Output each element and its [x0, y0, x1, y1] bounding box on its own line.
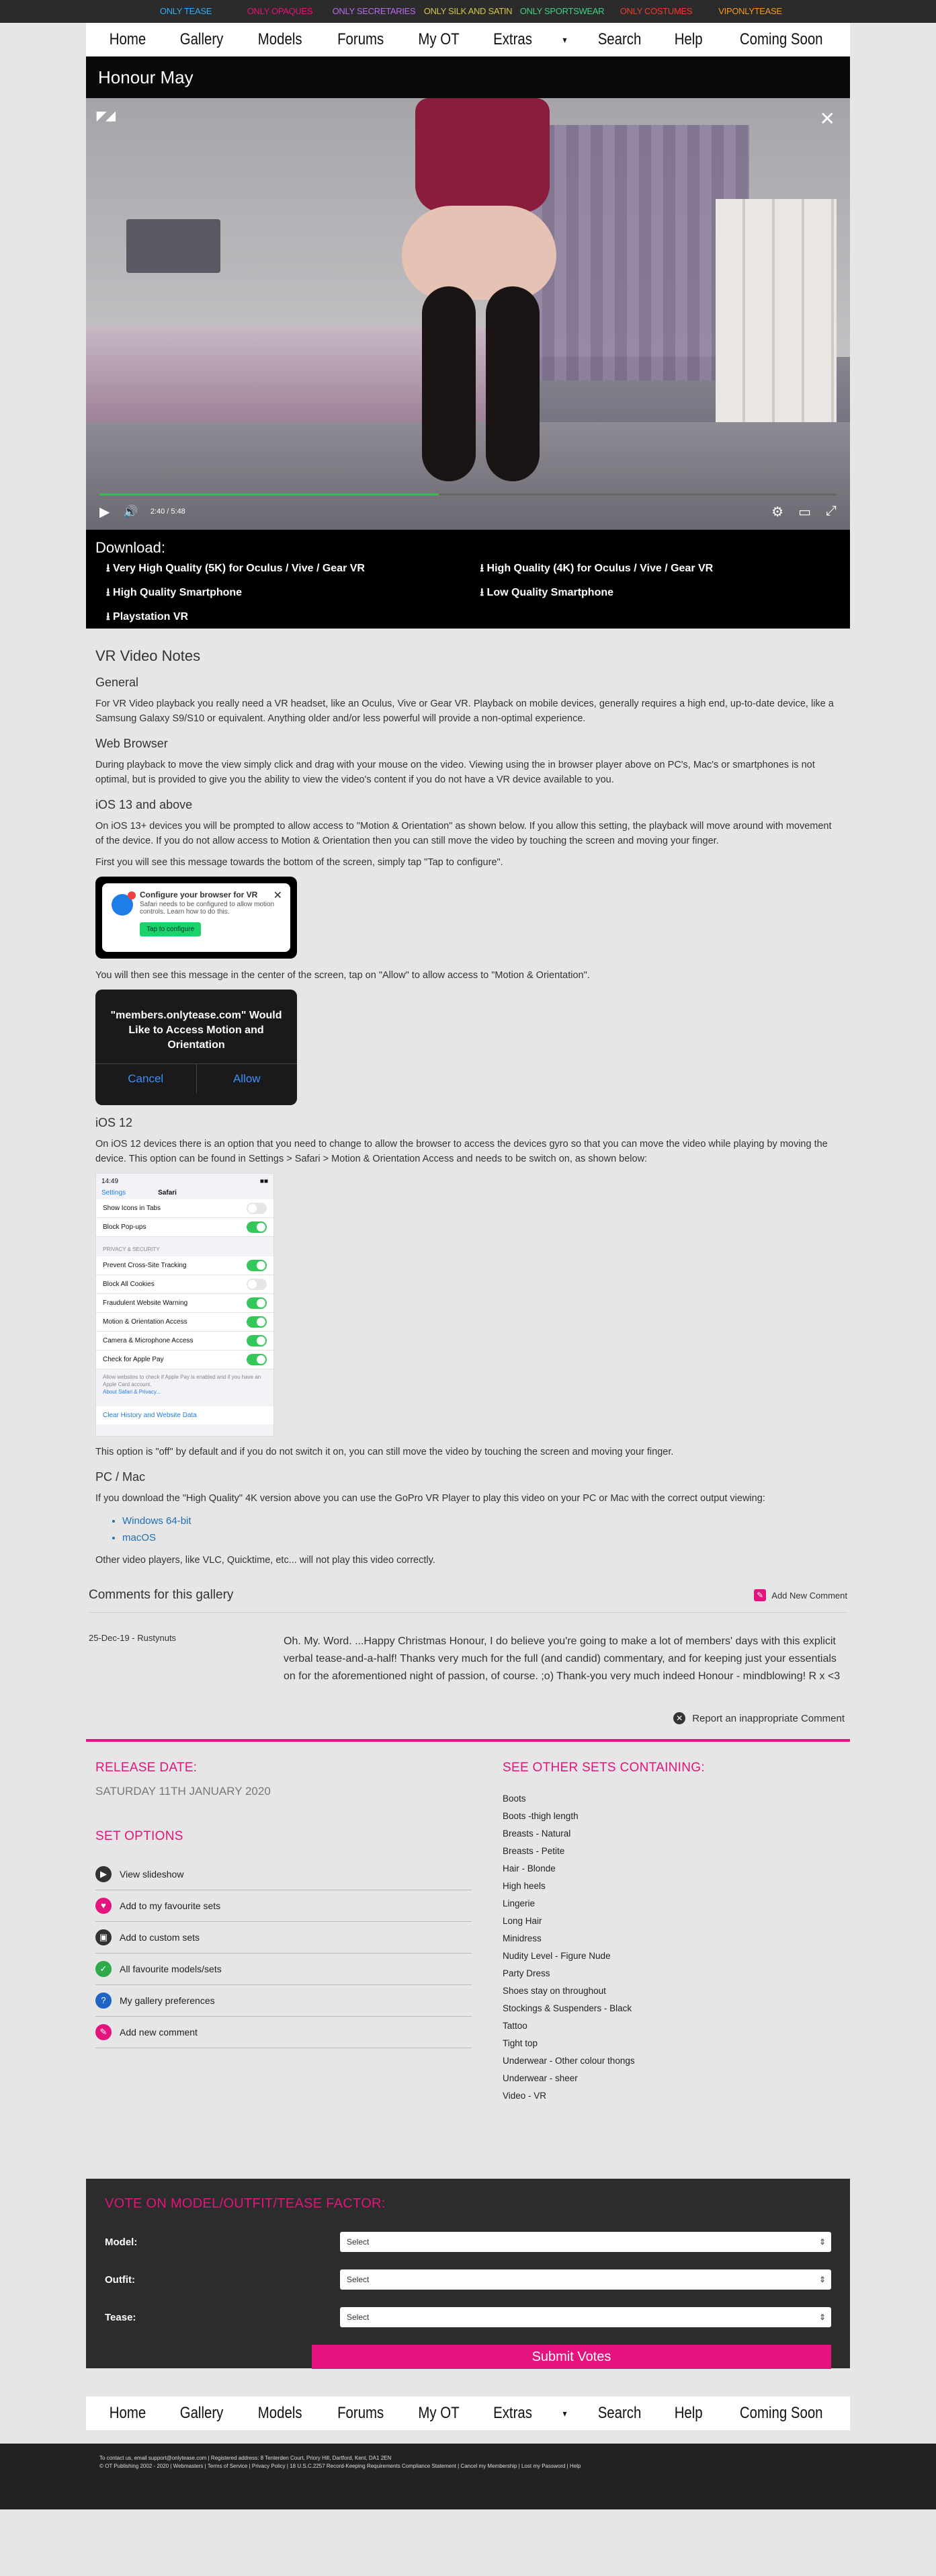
network-link[interactable]: ONLY SILK AND SATIN [423, 6, 513, 16]
comments-section [86, 1574, 850, 1739]
set-option[interactable] [95, 1985, 472, 2017]
vote-row [105, 2269, 831, 2290]
settings-row [96, 1218, 273, 1237]
model-hip [402, 206, 556, 300]
vote-title: VOTE ON MODEL/OUTFIT/TEASE FACTOR: [105, 2196, 386, 2211]
comment-text: Oh. My. Word. ...Happy Christmas Honour, I do believe you're going to make a lot of members' days with this explicit verbal tease-and-a-half! Thanks very much for the full (and candid) commentary, and for keeping just your essentials on for the aforementioned night of passion, of course. ;o) Thank-you very much indeed Honour - mindblowing! R x <3 [284, 1636, 841, 1682]
close-circle-icon: ✕ [673, 1712, 685, 1724]
status-time: 14:49 [101, 1178, 119, 1185]
settings-back: Settings [101, 1189, 126, 1197]
settings-row [96, 1313, 273, 1332]
pencil-icon: ✎ [754, 1589, 766, 1601]
nav-item-forums[interactable]: Forums [337, 2404, 384, 2422]
nav-item-forums[interactable]: Forums [337, 30, 384, 48]
download-link-label: Playstation VR [113, 611, 189, 622]
settings-row [96, 1294, 273, 1313]
settings-row-label: Fraudulent Website Warning [103, 1299, 188, 1307]
download-link-label: Low Quality Smartphone [486, 587, 614, 598]
fullscreen-icon[interactable]: ⤢ [826, 503, 837, 518]
settings-note-link: About Safari & Privacy... [103, 1389, 161, 1395]
set-option-icon: ▶ [95, 1866, 112, 1882]
download-heading: Download: [95, 539, 165, 556]
settings-row-label: Check for Apple Pay [103, 1356, 164, 1363]
nav-item-help[interactable]: Help [674, 2404, 703, 2422]
ios13-text: On iOS 13+ devices you will be prompted to allow access to "Motion & Orientation" as shown below. If you allow this setting, the playback will move around with movement of the device. If you do not allow access to Motion & Orientation then you can still move the video by touching the screen and moving your finger. [95, 821, 832, 846]
settings-row-label: Prevent Cross-Site Tracking [103, 1262, 187, 1269]
comment-author: 25-Dec-19 - Rustynuts [89, 1633, 177, 1643]
volume-icon[interactable]: 🔊 [123, 504, 138, 518]
seek-bar-fill [99, 493, 439, 495]
ios-settings-screenshot [95, 1173, 274, 1437]
release-label: RELEASE DATE: [95, 1761, 198, 1775]
other-sets-label: SEE OTHER SETS CONTAINING: [503, 1761, 705, 1775]
video-frame-lamp [126, 219, 220, 273]
tag-link[interactable]: Party Dress [503, 1968, 550, 1978]
set-option-label: View slideshow [120, 1869, 184, 1880]
nav-item-gallery[interactable]: Gallery [179, 30, 224, 48]
tag-link[interactable]: Breasts - Petite [503, 1846, 565, 1856]
settings-note: Allow websites to check if Apple Pay is enabled and if you have an Apple Card account. [103, 1374, 261, 1387]
comments-title: Comments for this gallery [89, 1588, 234, 1602]
nav-item-home[interactable]: Home [109, 30, 146, 48]
set-option-icon: ✎ [95, 2024, 112, 2040]
ios12-text: On iOS 12 devices there is an option that you need to change to allow the browser to access the devices gyro so that you can move the video while playing by moving the device. This option can be found in Settings > Safari > Motion & Orientation Access and needs to be switch on, as shown below: [95, 1139, 828, 1164]
download-link[interactable] [480, 561, 841, 579]
nav-item-help[interactable]: Help [674, 30, 703, 48]
pc-text: If you download the "High Quality" 4K version above you can use the GoPro VR Player to play this video on your PC or Mac with the correct output viewing: [95, 1493, 765, 1504]
toggle [247, 1335, 267, 1346]
model-leg [422, 286, 476, 481]
settings-row-label: Show Icons in Tabs [103, 1205, 161, 1212]
network-link[interactable]: VIPONLYTEASE [718, 6, 782, 16]
seek-bar[interactable] [99, 493, 837, 495]
download-icon: ⭳ [106, 563, 114, 574]
settings-title: Safari [158, 1189, 177, 1197]
settings-row-label: Camera & Microphone Access [103, 1337, 194, 1344]
nav-item-search[interactable]: Search [597, 2404, 642, 2422]
vr-video-player[interactable] [86, 98, 850, 530]
model-top [415, 98, 550, 212]
nav-item-gallery[interactable]: Gallery [179, 2404, 224, 2422]
vote-label: Model: [105, 2236, 138, 2248]
settings-row [96, 1275, 273, 1294]
player-logo-icon: ◤◢ [97, 109, 116, 122]
tag-link[interactable]: Underwear - Other colour thongs [503, 2056, 635, 2066]
download-player-link[interactable]: • macOS [122, 1529, 841, 1546]
settings-row [96, 1199, 273, 1218]
ios-configure-screenshot [95, 877, 297, 959]
tag-link[interactable]: Video - VR [503, 2091, 547, 2101]
toggle [247, 1354, 267, 1365]
vr-headset-icon[interactable]: ▭ [798, 504, 811, 520]
vote-row [105, 2232, 831, 2252]
compass-icon [112, 894, 133, 916]
settings-section: PRIVACY & SECURITY [103, 1246, 160, 1252]
download-link-label: High Quality (4K) for Oculus / Vive / Gear VR [486, 563, 714, 574]
nav-item-models[interactable]: Models [257, 30, 302, 48]
tag-link[interactable]: Stockings & Suspenders - Black [503, 2003, 632, 2013]
vote-row [105, 2307, 831, 2327]
settings-row-label: Block Pop-ups [103, 1223, 146, 1231]
nav-item-models[interactable]: Models [257, 2404, 302, 2422]
add-comment-link[interactable] [754, 1589, 847, 1601]
nav-item-extras[interactable]: Extras [493, 30, 532, 48]
model-leg [486, 286, 540, 481]
settings-row [96, 1256, 273, 1275]
card-message: "members.onlytease.com" Would Like to Access Motion and Orientation [110, 1010, 282, 1051]
toggle [247, 1297, 267, 1309]
vote-select[interactable]: Select ⇕ [340, 2307, 831, 2327]
chevron-down-icon: ▾ [562, 2407, 567, 2419]
toggle [247, 1316, 267, 1328]
tap-to-configure-button: Tap to configure [140, 922, 201, 936]
web-text: During playback to move the view simply click and drag with your mouse on the video. Viewing using the in browser player above on PC's, Mac's or smartphones is not optimal, but is provided to give you the ability to view the video's content if you do not have a VR device available to you. [95, 760, 815, 785]
gear-icon[interactable]: ⚙ [771, 504, 784, 520]
release-date: SATURDAY 11TH JANUARY 2020 [95, 1785, 271, 1798]
ios12-text-2: This option is "off" by default and if you do not switch it on, you can still move the video by touching the screen and moving your finger. [95, 1447, 674, 1457]
nav-item-home[interactable]: Home [109, 2404, 146, 2422]
nav-item-my-ot[interactable]: My OT [418, 2404, 460, 2422]
web-heading: Web Browser [95, 737, 168, 750]
tag-link[interactable]: Shoes stay on throughout [503, 1986, 606, 1996]
allow-button: Allow [196, 1064, 298, 1094]
card-text: Safari needs to be configured to allow motion controls. Learn how to do this. [140, 901, 275, 916]
add-comment-label: Add New Comment [771, 1590, 847, 1601]
set-option[interactable] [95, 1922, 472, 1954]
set-options-label: SET OPTIONS [95, 1829, 183, 1843]
network-bar [0, 0, 936, 23]
submit-votes-button[interactable]: Submit Votes [312, 2345, 831, 2369]
network-link[interactable]: ONLY COSTUMES [620, 6, 693, 16]
set-option[interactable] [95, 1890, 472, 1922]
ios-allow-screenshot [95, 990, 297, 1105]
tag-link[interactable]: Underwear - sheer [503, 2073, 578, 2083]
pc-text-2: Other video players, like VLC, Quicktime, etc... will not play this video correctly. [95, 1555, 435, 1566]
tag-link[interactable]: Lingerie [503, 1898, 536, 1908]
play-icon[interactable]: ▶ [99, 504, 110, 520]
report-comment-link[interactable] [89, 1685, 847, 1739]
network-link[interactable]: ONLY OPAQUES [247, 6, 313, 16]
video-frame-screen [716, 199, 837, 441]
player-controls [86, 489, 850, 530]
tag-link[interactable]: Tight top [503, 2038, 538, 2048]
set-option-icon: ▣ [95, 1929, 112, 1945]
download-icon: ⭳ [480, 563, 487, 574]
ios13-text-3: You will then see this message in the center of the screen, tap on "Allow" to allow access to "Motion & Orientation". [95, 970, 590, 981]
download-link[interactable] [106, 609, 467, 627]
toggle [247, 1279, 267, 1290]
network-link[interactable]: ONLY TEASE [159, 6, 212, 16]
footer-links: © OT Publishing 2002 - 2020 | Webmasters | Terms of Service | Privacy Policy | 18 U.S.C.2257 Record-Keeping Requirements Compliance Statement | Cancel my Membership | Lost my Password | Help [99, 2463, 581, 2469]
main-nav [86, 23, 850, 56]
close-icon[interactable]: ✕ [819, 108, 835, 129]
set-option[interactable] [95, 1859, 472, 1890]
set-option-label: Add new comment [120, 2027, 198, 2038]
ios12-heading: iOS 12 [95, 1116, 133, 1129]
set-option-icon: ✓ [95, 1961, 112, 1977]
set-option-label: Add to my favourite sets [120, 1900, 221, 1911]
set-option[interactable] [95, 1954, 472, 1985]
nav-item-my-ot[interactable]: My OT [418, 30, 460, 48]
report-label: Report an inappropriate Comment [692, 1712, 845, 1724]
video-frame-model [402, 98, 556, 475]
comment [89, 1613, 847, 1685]
content [86, 56, 850, 2368]
tag-link[interactable]: Hair - Blonde [503, 1863, 556, 1874]
download-link[interactable] [106, 561, 467, 579]
download-link-label: Very High Quality (5K) for Oculus / Vive / Gear VR [113, 563, 365, 574]
tag-link[interactable]: High heels [503, 1881, 546, 1891]
card-title: Configure your browser for VR [140, 890, 258, 899]
download-link[interactable] [106, 585, 467, 603]
download-icon: ⭳ [106, 587, 114, 598]
nav-item-coming-soon[interactable]: Coming Soon [739, 2404, 823, 2422]
set-option-label: Add to custom sets [120, 1932, 200, 1943]
network-link[interactable]: ONLY SECRETARIES [332, 6, 416, 16]
tag-link[interactable]: Boots -thigh length [503, 1811, 579, 1821]
gallery-title: Honour May [86, 56, 850, 98]
chevron-down-icon: ▾ [562, 34, 567, 45]
close-icon: ✕ [273, 890, 282, 901]
set-option-label: All favourite models/sets [120, 1964, 222, 1974]
tag-link[interactable]: Long Hair [503, 1916, 542, 1926]
vote-select[interactable]: Select ⇕ [340, 2232, 831, 2252]
general-text: For VR Video playback you really need a VR headset, like an Oculus, Vive or Gear VR. Playback on mobile devices, generally requires a high end, up-to-date device, like a Samsung Galaxy S9/S10 or equivalent. Anything older and/or less powerful will provide a non-optimal experience. [95, 698, 834, 724]
settings-row-label: Block All Cookies [103, 1281, 155, 1288]
network-link[interactable]: ONLY SPORTSWEAR [519, 6, 605, 16]
download-icon: ⭳ [480, 587, 487, 598]
download-icon: ⭳ [106, 611, 114, 622]
cancel-button: Cancel [128, 1072, 164, 1085]
ios13-heading: iOS 13 and above [95, 798, 193, 811]
download-link[interactable] [480, 585, 841, 603]
tag-link[interactable]: Minidress [503, 1933, 542, 1943]
nav-item-coming-soon[interactable]: Coming Soon [739, 30, 823, 48]
tag-link[interactable]: Breasts - Natural [503, 1828, 571, 1839]
tag-link[interactable]: Boots [503, 1794, 526, 1804]
general-heading: General [95, 676, 139, 689]
pc-heading: PC / Mac [95, 1470, 146, 1484]
settings-clear: Clear History and Website Data [96, 1406, 273, 1424]
settings-row [96, 1332, 273, 1351]
tag-link[interactable]: Nudity Level - Figure Nude [503, 1951, 611, 1961]
toggle [247, 1260, 267, 1271]
set-option-icon: ♥ [95, 1898, 112, 1914]
nav-item-search[interactable]: Search [597, 30, 642, 48]
vote-label: Tease: [105, 2311, 136, 2323]
vote-label: Outfit: [105, 2273, 135, 2286]
download-link-label: High Quality Smartphone [113, 587, 243, 598]
vr-notes [86, 629, 850, 1568]
toggle [247, 1203, 267, 1214]
footer [0, 2444, 936, 2509]
set-option-label: My gallery preferences [120, 1995, 215, 2006]
set-option[interactable] [95, 2017, 472, 2048]
vote-select[interactable]: Select ⇕ [340, 2269, 831, 2290]
tag-link[interactable]: Tattoo [503, 2021, 527, 2031]
toggle [247, 1221, 267, 1233]
download-panel [86, 530, 850, 629]
status-icons: ■■ [259, 1178, 268, 1185]
settings-row [96, 1351, 273, 1369]
time-display: 2:40 / 5:48 [150, 508, 185, 516]
nav-item-extras[interactable]: Extras [493, 2404, 532, 2422]
ios13-text-2: First you will see this message towards the bottom of the screen, simply tap "Tap to configure". [95, 857, 503, 868]
set-info [86, 1742, 850, 2159]
footer-nav [86, 2397, 850, 2430]
vote-panel [86, 2179, 850, 2368]
settings-row-label: Motion & Orientation Access [103, 1318, 187, 1326]
set-option-icon: ? [95, 1993, 112, 2009]
footer-contact: To contact us, email support@onlytease.com | Registered address: 8 Tenterden Court, Priory Hill, Dartford, Kent, DA1 2EN [99, 2455, 392, 2461]
notes-title: VR Video Notes [95, 647, 201, 664]
download-player-link[interactable]: • Windows 64-bit [122, 1513, 841, 1529]
